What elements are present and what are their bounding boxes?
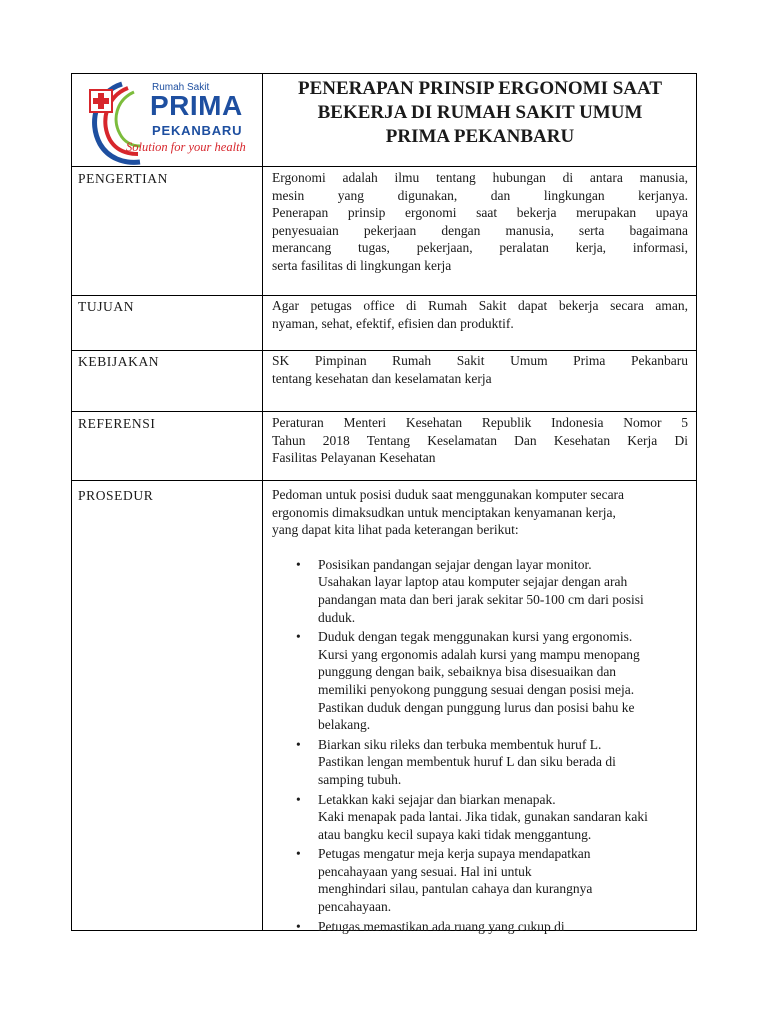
text-line: Peraturan Menteri Kesehatan Republik Indonesia Nomor 5 xyxy=(272,415,688,430)
procedure-list xyxy=(272,556,688,935)
text-line: memiliki penyokong punggung sesuai dengan posisi meja. xyxy=(318,681,635,697)
label-pengertian: PENGERTIAN xyxy=(78,171,168,186)
label-tujuan: TUJUAN xyxy=(78,299,135,314)
text-line: Agar petugas office di Rumah Sakit dapat bekerja secara aman, xyxy=(272,298,688,313)
hospital-logo xyxy=(82,74,262,166)
text-line: Tahun 2018 Tentang Keselamatan Dan Kesehatan Kerja Di xyxy=(272,432,688,448)
title-line: PRIMA PEKANBARU xyxy=(385,126,575,147)
text-line: pencahayaan yang sesuai. Hal ini untuk xyxy=(318,863,532,879)
text-line: Pastikan duduk dengan punggung lurus dan posisi bahu ke xyxy=(318,699,635,715)
label-kebijakan: KEBIJAKAN xyxy=(78,354,160,369)
text-line: Ergonomi adalah ilmu tentang hubungan di antara manusia, xyxy=(272,170,688,185)
item-lead: • Duduk dengan tegak menggunakan kursi yang ergonomis. xyxy=(318,629,633,645)
text-line: pandangan mata dan beri jarak sekitar 50-100 cm dari posisi xyxy=(318,591,644,607)
item-lead: • Posisikan pandangan sejajar dengan layar monitor. xyxy=(318,556,592,572)
text-line: Kaki menapak pada lantai. Jika tidak, gunakan sandaran kaki xyxy=(318,809,648,825)
logo-top-text: Rumah Sakit xyxy=(152,82,210,93)
column-divider xyxy=(262,74,263,930)
logo-tagline: Solution for your health xyxy=(126,140,246,154)
item-lead: • Petugas memastikan ada ruang yang cukup di xyxy=(318,918,565,934)
text-line: punggung dengan baik, sebaiknya bisa disesuaikan dan xyxy=(318,664,617,680)
content-kebijakan xyxy=(272,352,688,387)
row-divider xyxy=(72,295,696,296)
text-line: SK Pimpinan Rumah Sakit Umum Prima Pekanbaru xyxy=(272,353,688,368)
list-item xyxy=(272,845,688,915)
cross-icon xyxy=(90,90,112,112)
text-line: penyesuaian pekerjaan dengan manusia, serta bagaimana xyxy=(272,222,688,238)
title-line: PENERAPAN PRINSIP ERGONOMI SAAT xyxy=(297,78,662,99)
label-prosedur: PROSEDUR xyxy=(78,488,154,503)
list-item xyxy=(272,918,688,936)
text-line: pencahayaan. xyxy=(318,899,392,915)
text-line: serta fasilitas di lingkungan kerja xyxy=(272,257,452,273)
text-line: Pedoman untuk posisi duduk saat menggunakan komputer secara xyxy=(272,487,625,502)
text-line: duduk. xyxy=(318,609,356,625)
row-divider xyxy=(72,480,696,481)
content-prosedur xyxy=(272,486,688,937)
title-line: BEKERJA DI RUMAH SAKIT UMUM xyxy=(317,102,643,123)
text-line: nyaman, sehat, efektif, efisien dan produktif. xyxy=(272,315,514,331)
row-divider xyxy=(72,350,696,351)
list-item xyxy=(272,736,688,789)
list-item xyxy=(272,791,688,844)
list-item xyxy=(272,556,688,626)
text-line: Fasilitas Pelayanan Kesehatan xyxy=(272,450,436,466)
content-tujuan xyxy=(272,297,688,332)
logo-name: PRIMA xyxy=(150,90,243,121)
text-line: mesin yang digunakan, dan lingkungan kerjanya. xyxy=(272,187,688,203)
text-line: yang dapat kita lihat pada keterangan berikut: xyxy=(272,522,519,538)
content-referensi xyxy=(272,414,688,467)
text-line: Pastikan lengan membentuk huruf L dan siku berada di xyxy=(318,754,616,770)
item-lead: • Petugas mengatur meja kerja supaya mendapatkan xyxy=(318,846,591,862)
text-line: Usahakan layar laptop atau komputer sejajar dengan arah xyxy=(318,574,628,590)
list-item xyxy=(272,628,688,734)
label-referensi: REFERENSI xyxy=(78,416,156,431)
text-line: Penerapan prinsip ergonomi saat bekerja merupakan upaya xyxy=(272,205,688,221)
row-divider xyxy=(72,411,696,412)
text-line: belakang. xyxy=(318,717,371,733)
content-pengertian xyxy=(272,169,688,275)
text-line: samping tubuh. xyxy=(318,771,402,787)
text-line: merancang tugas, pekerjaan, peralatan kerja, informasi, xyxy=(272,240,688,256)
text-line: menghindari silau, pantulan cahaya dan kurangnya xyxy=(318,881,593,897)
text-line: ergonomis dimaksudkan untuk menciptakan kenyamanan kerja, xyxy=(272,504,616,520)
item-lead: • Biarkan siku rileks dan terbuka membentuk huruf L. xyxy=(318,736,602,752)
logo-city: PEKANBARU xyxy=(152,123,243,138)
text-line: atau bangku kecil supaya kaki tidak menggantung. xyxy=(318,826,592,842)
page-title xyxy=(264,77,696,149)
item-lead: • Letakkan kaki sejajar dan biarkan menapak. xyxy=(318,791,556,807)
text-line: Kursi yang ergonomis adalah kursi yang mampu menopang xyxy=(318,646,640,662)
text-line: tentang kesehatan dan keselamatan kerja xyxy=(272,370,492,386)
row-divider xyxy=(72,166,696,167)
sop-document xyxy=(71,73,697,934)
